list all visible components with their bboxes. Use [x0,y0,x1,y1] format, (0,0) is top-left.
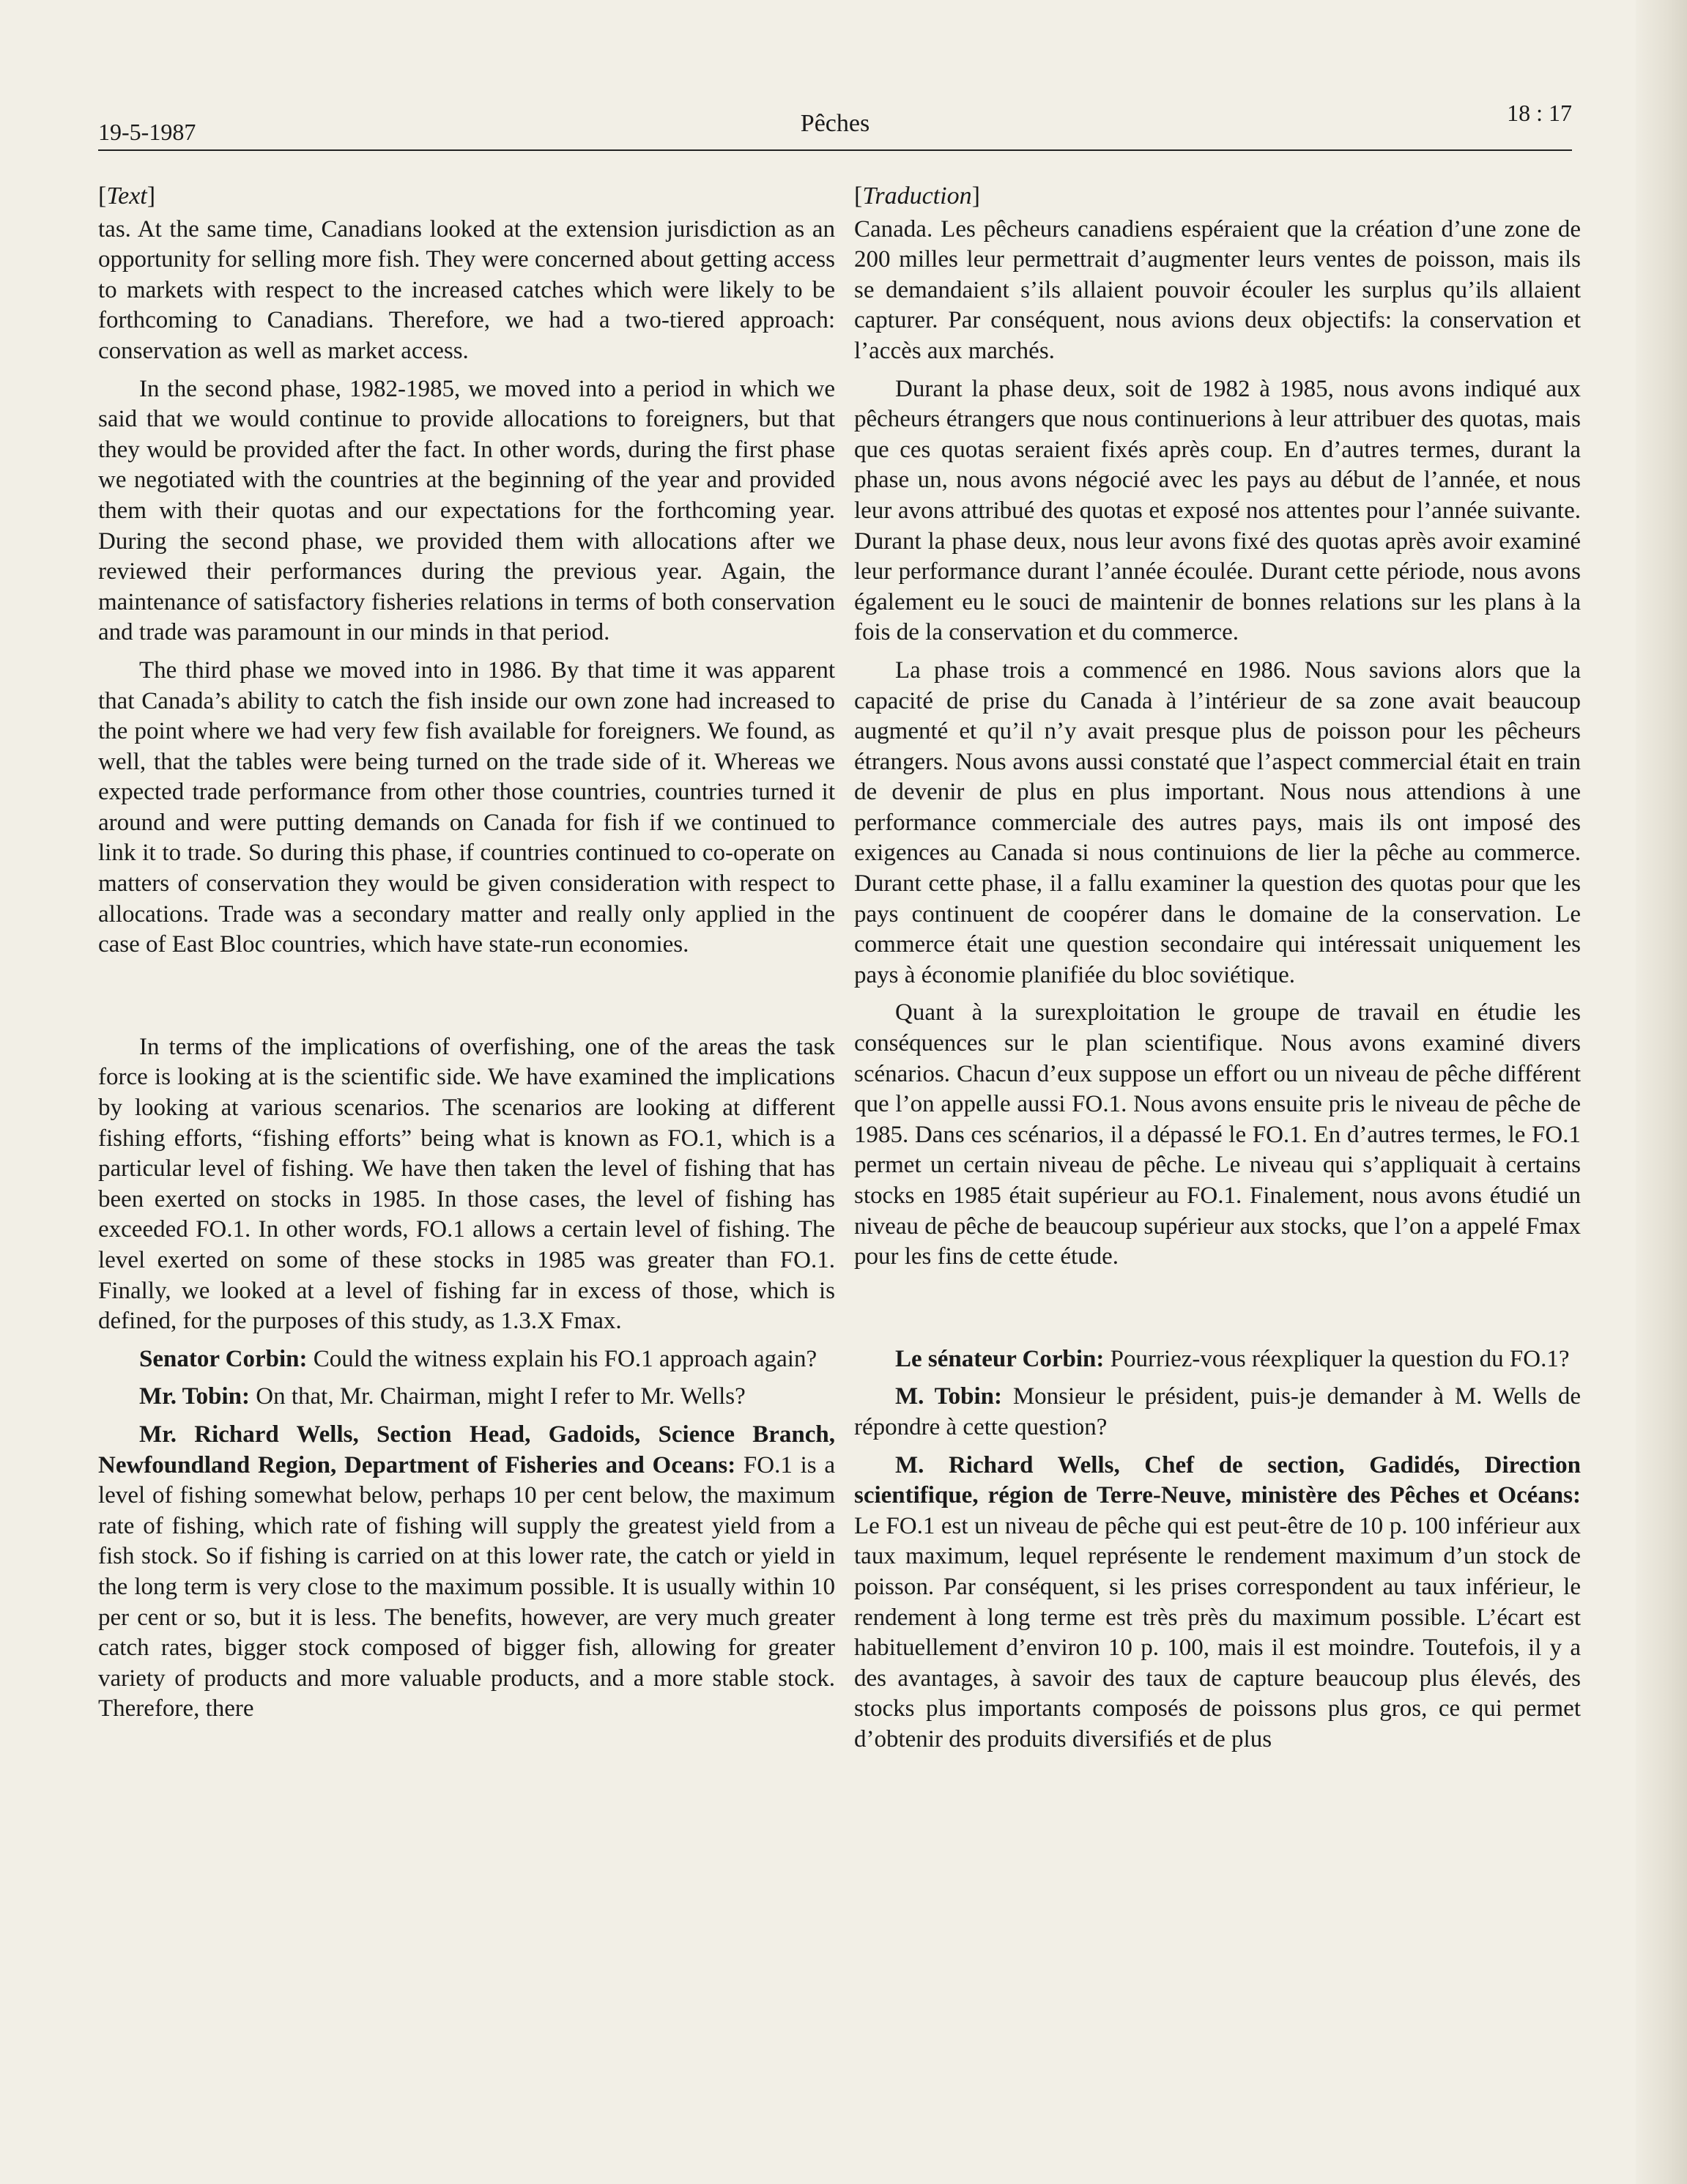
page-header [98,95,1572,148]
speaker-name: Mr. Tobin: [139,1383,251,1410]
speech-paragraph [98,1420,835,1725]
page-edge [1636,0,1687,2184]
speech-text: Could the witness explain his FO.1 approach again? [307,1345,817,1372]
speech-paragraph [854,1382,1581,1443]
speech-text: Pourriez-vous réexpliquer la question du FO.1? [1104,1345,1570,1372]
header-rule [98,149,1572,151]
speaker-name: M. Tobin: [895,1383,1002,1410]
paragraph: In the second phase, 1982-1985, we moved into a period in which we said that we would continue to provide allocations to foreigners, but that they would be provided after the fact. In other words, during the first phase we negotiated with the countries at the beginning of the year and provided them with their quotas and our expectations for the forthcoming year. During the second phase, we provided them with allocations after we reviewed their performances during the previous year. Again, the maintenance of satisfactory fisheries relations in terms of both conservation and trade was paramount in our minds in that period. [98,375,835,646]
speaker-name: Senator Corbin: [139,1345,308,1372]
english-column [98,181,835,1732]
speech-paragraph [98,1382,835,1413]
paragraph: Durant la phase deux, soit de 1982 à 1985, nous avons indiqué aux pêcheurs étrangers que nous continuerions à leur attribuer des quotas, mais que ces quotas seraient fixés après coup. En d’autres termes, durant la phase un, nous avons négocié avec les pays au début de l’année, et nous leur avons attribué des quotas et exposé nos attentes pour l’année suivante. Durant la phase deux, nous leur avons fixé des quotas après avoir examiné leur performance durant l’année écoulée. Durant cette période, nous avons également eu le souci de maintenir de bonnes relations sur les plans à la fois de la conservation et du commerce. [854,375,1581,646]
paragraph: Quant à la surexploitation le groupe de travail en étudie les conséquences sur le plan scientifique. Nous avons examiné divers scénarios. Chacun d’eux suppose un effort ou un niveau de pêche différent que l’on appelle aussi FO.1. Nous avons ensuite pris le niveau de pêche de 1985. Dans ces scénarios, il a dépassé le FO.1. En d’autres termes, le FO.1 permet un certain niveau de pêche. Le niveau qui s’appliquait à certains stocks en 1985 était supérieur au FO.1. Finalement, nous avons étudié un niveau de pêche de beaucoup supérieur aux stocks, que l’on a appelé Fmax pour les fins de cette étude. [854,999,1581,1270]
speaker-name: Mr. Richard Wells, Section Head, Gadoids, Science Branch, Newfoundland Region, Department of Fisheries and Oceans: [98,1421,835,1478]
speaker-name: Le sénateur Corbin: [895,1345,1105,1372]
speech-text: FO.1 is a level of fishing somewhat below, perhaps 10 per cent below, the maximum rate of fishing, which rate of fishing will supply the greatest yield from a fish stock. So if fishing is carried on at this lower rate, the catch or yield in the long term is very close to the maximum possible. It is usually within 10 per cent or so, but it is less. The benefits, however, are very much greater catch rates, bigger stock composed of bigger fish, allowing for greater variety of products and more valuable products, and a more stable stock. Therefore, there [98,1451,835,1722]
header-title: Pêches [800,110,870,137]
column-label-traduction: [Traduction] [854,182,980,210]
column-label-text: [Text] [98,182,156,210]
paragraph: tas. At the same time, Canadians looked at the extension jurisdiction as an opportunity for selling more fish. They were concerned about getting access to markets with respect to the increased catches which were likely to be forthcoming to Canadians. Therefore, we had a two-tiered approach: conservation as well as market access. [98,215,835,364]
speech-paragraph [854,1451,1581,1755]
french-column [854,181,1581,1763]
speech-text: Le FO.1 est un niveau de pêche qui est peut-être de 10 p. 100 inférieur aux taux maximum, lequel représente le rendement maximum d’un stock de poisson. Par conséquent, si les prises correspondent au taux inférieur, le rendement à long terme est très près du maximum possible. L’écart est habituellement d’environ 10 p. 100, mais il est moindre. Toutefois, il y a des avantages, à savoir des taux de capture beaucoup plus élevés, des stocks plus importants composés de poissons plus gros, ce qui permet d’obtenir des produits diversifiés et de plus [854,1512,1581,1752]
paragraph: In terms of the implications of overfishing, one of the areas the task force is looking at is the scientific side. We have examined the implications by looking at various scenarios. The scenarios are looking at different fishing efforts, “fishing efforts” being what is known as FO.1, which is a particular level of fishing. We have then taken the level of fishing that has been exerted on stocks in 1985. In those cases, the level of fishing has exceeded FO.1. In other words, FO.1 allows a certain level of fishing. The level exerted on some of these stocks in 1985 was greater than FO.1. Finally, we looked at a level of fishing far in excess of those, which is defined, for the purposes of this study, as 1.3.X Fmax. [98,1033,835,1335]
speech-paragraph [98,1344,835,1375]
paragraph: The third phase we moved into in 1986. By that time it was apparent that Canada’s ability to catch the fish inside our own zone had increased to the point where we had very few fish available for foreigners. We found, as well, that the tables were being turned on the trade side of it. Whereas we expected trade performance from other those countries, countries turned it around and were putting demands on Canada for fish if we continued to link it to trade. So during this phase, if countries continued to co-operate on matters of conservation they would be given consideration with respect to allocations. Trade was a secondary matter and really only applied in the case of East Bloc countries, which have state-run economies. [98,656,835,958]
speaker-name: M. Richard Wells, Chef de section, Gadidés, Direction scientifique, région de Terre-Neuve, ministère des Pêches et Océans: [854,1451,1581,1509]
paragraph: La phase trois a commencé en 1986. Nous savions alors que la capacité de prise du Canada à l’intérieur de sa zone avait beaucoup augmenté et qu’il n’y avait presque plus de poisson pour les pêcheurs étrangers. Nous avons aussi constaté que l’aspect commercial était en train de devenir de plus en plus important. Nous nous attendions à une performance commerciale des autres pays, mais ils ont imposé des exigences au Canada si nous continuions de lier la pêche au commerce. Durant cette phase, il a fallu examiner la question des quotas pour que les pays continuent de coopérer dans le domaine de la conservation. Le commerce était une question secondaire qui intéressait uniquement les pays à économie planifiée du bloc soviétique. [854,656,1581,988]
speech-text: Monsieur le président, puis-je demander à M. Wells de répondre à cette question? [854,1383,1581,1440]
header-page-number: 18 : 17 [1507,100,1572,126]
speech-paragraph [854,1344,1581,1375]
paragraph: Canada. Les pêcheurs canadiens espéraient que la création d’une zone de 200 milles leur permettrait d’augmenter leurs ventes de poisson, mais ils se demandaient s’ils allaient pouvoir écouler les surplus qu’ils allaient capturer. Par conséquent, nous avions deux objectifs: la conservation et l’accès aux marchés. [854,215,1581,364]
header-date: 19-5-1987 [98,119,196,145]
speech-text: On that, Mr. Chairman, might I refer to Mr. Wells? [250,1383,746,1410]
